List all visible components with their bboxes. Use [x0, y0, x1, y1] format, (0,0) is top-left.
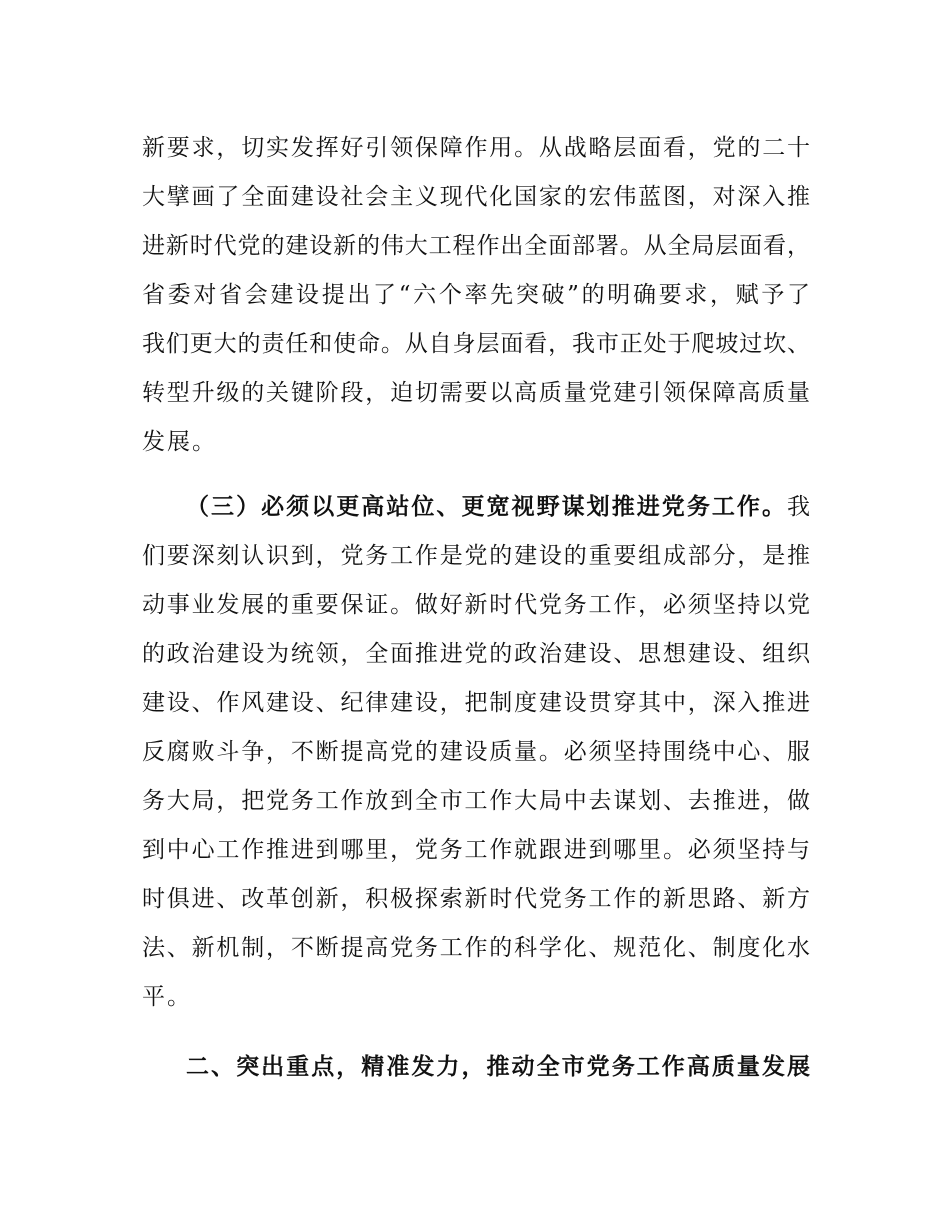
text-line: 务大局，把党务工作放到全市工作大局中去谋划、去推进，做	[142, 788, 810, 814]
text-line: 平。	[142, 984, 192, 1010]
text-line: 我们更大的责任和使命。从自身层面看，我市正处于爬坡过坎、	[142, 331, 810, 357]
text-line: 发展。	[142, 429, 217, 455]
paragraph-heading-line	[142, 483, 810, 532]
text-line: 时俱进、改革创新，积极探索新时代党务工作的新思路、新方	[142, 886, 810, 912]
text-line: 到中心工作推进到哪里，党务工作就跟进到哪里。必须坚持与	[142, 837, 810, 863]
text-line: 转型升级的关键阶段，迫切需要以高质量党建引领保障高质量	[142, 380, 810, 406]
text-line: 大擘画了全面建设社会主义现代化国家的宏伟蓝图，对深入推	[142, 184, 810, 210]
paragraph-2	[142, 483, 810, 1022]
text-line: 建设、作风建设、纪律建设，把制度建设贯穿其中，深入推进	[142, 690, 810, 716]
text-fragment: 我	[787, 494, 810, 520]
text-line: 新要求，切实发挥好引领保障作用。从战略层面看，党的二十	[142, 135, 810, 161]
subsection-title: （三）必须以更高站位、更宽视野谋划推进党务工作。	[186, 494, 787, 520]
text-line: 动事业发展的重要保证。做好新时代党务工作，必须坚持以党	[142, 592, 810, 618]
text-line: 法、新机制，不断提高党务工作的科学化、规范化、制度化水	[142, 935, 810, 961]
text-line: 反腐败斗争，不断提高党的建设质量。必须坚持围绕中心、服	[142, 739, 810, 765]
text-line: 的政治建设为统领，全面推进党的政治建设、思想建设、组织	[142, 641, 810, 667]
text-line: 们要深刻认识到，党务工作是党的建设的重要组成部分，是推	[142, 543, 810, 569]
section-heading: 二、突出重点，精准发力，推动全市党务工作高质量发展	[186, 1054, 810, 1080]
text-line: 省委对省会建设提出了“六个率先突破”的明确要求，赋予了	[142, 282, 810, 308]
text-line: 进新时代党的建设新的伟大工程作出全面部署。从全局层面看，	[142, 233, 810, 259]
paragraph-1	[142, 124, 810, 467]
